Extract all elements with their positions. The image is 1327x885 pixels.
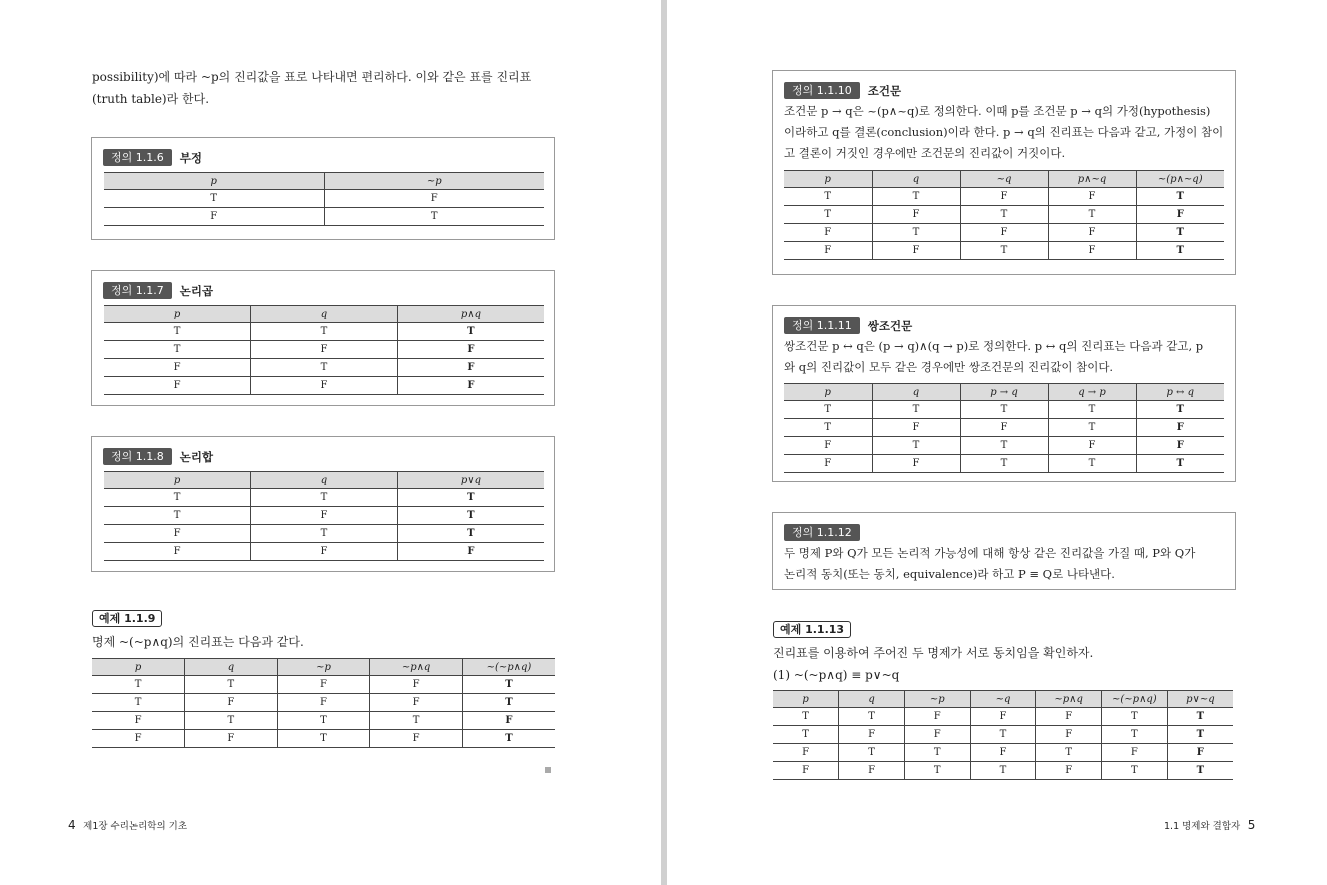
table-cell: T: [104, 489, 251, 507]
table-header-cell: p∨q: [397, 472, 544, 489]
table-cell: F: [904, 708, 970, 726]
table-header-cell: ~q: [960, 171, 1048, 188]
table-cell: F: [1036, 708, 1102, 726]
table-header-cell: p∧~q: [1048, 171, 1136, 188]
table-header-row: [92, 659, 555, 676]
table-row: [784, 437, 1224, 455]
truth-table-negation: [104, 172, 544, 226]
table-cell: T: [784, 401, 872, 419]
table-header-cell: ~p: [277, 659, 370, 676]
definition-title: 논리합: [179, 449, 214, 464]
table-cell: F: [1048, 224, 1136, 242]
definition-title: 논리곱: [179, 283, 214, 298]
table-cell: F: [784, 242, 872, 260]
definition-1-1-10-box: [772, 70, 1236, 275]
truth-table-disjunction: [104, 471, 544, 561]
table-row: [784, 188, 1224, 206]
page-number: 4: [68, 818, 76, 832]
table-cell: T: [960, 242, 1048, 260]
table-cell: F: [324, 190, 544, 208]
table-header-cell: p: [784, 384, 872, 401]
table-cell: F: [251, 507, 398, 525]
definition-line: 이라하고 q를 결론(conclusion)이라 한다. p → q의 진리표는 다음과 같고, 가정이 참이: [784, 125, 1224, 139]
table-cell: F: [370, 730, 463, 748]
table-cell: T: [784, 419, 872, 437]
table-cell: F: [960, 188, 1048, 206]
truth-table-example-1-1-13: [773, 690, 1233, 780]
table-cell: F: [1102, 744, 1168, 762]
intro-line-1: possibility)에 따라 ~p의 진리값을 표로 나타내면 편리하다. 이와 같은 표를 진리표: [92, 70, 532, 84]
table-cell: F: [784, 437, 872, 455]
table-cell: F: [784, 455, 872, 473]
table-header-cell: p: [784, 171, 872, 188]
table-cell: T: [397, 525, 544, 543]
example-badge: 예제 1.1.13: [773, 621, 851, 638]
table-cell: T: [185, 712, 278, 730]
table-header-row: [104, 173, 544, 190]
definition-title: 쌍조건문: [867, 318, 913, 333]
table-row: [92, 694, 555, 712]
table-cell: F: [773, 762, 839, 780]
table-header-cell: ~p∧q: [1036, 691, 1102, 708]
table-cell: T: [773, 726, 839, 744]
table-header-cell: ~(~p∧q): [462, 659, 555, 676]
definition-badge: 정의 1.1.10: [784, 82, 860, 99]
table-cell: F: [784, 224, 872, 242]
table-cell: T: [839, 708, 905, 726]
table-row: [784, 419, 1224, 437]
table-cell: T: [1048, 401, 1136, 419]
table-row: [773, 744, 1233, 762]
table-row: [773, 762, 1233, 780]
table-header-cell: p ↔ q: [1136, 384, 1224, 401]
table-row: [104, 323, 544, 341]
table-row: [104, 507, 544, 525]
table-cell: F: [872, 419, 960, 437]
definition-badge: 정의 1.1.8: [103, 448, 172, 465]
table-header-cell: p: [104, 306, 251, 323]
table-cell: F: [960, 224, 1048, 242]
table-cell: T: [773, 708, 839, 726]
table-row: [784, 401, 1224, 419]
table-cell: T: [904, 744, 970, 762]
table-cell: F: [1167, 744, 1233, 762]
table-cell: T: [1167, 726, 1233, 744]
table-header-cell: p: [92, 659, 185, 676]
table-cell: F: [462, 712, 555, 730]
table-cell: T: [185, 676, 278, 694]
table-row: [104, 341, 544, 359]
definition-1-1-12-box: [772, 512, 1236, 590]
table-row: [104, 525, 544, 543]
table-cell: T: [324, 208, 544, 226]
table-row: [92, 712, 555, 730]
example-1-1-13-text: 진리표를 이용하여 주어진 두 명제가 서로 동치임을 확인하자.: [773, 646, 1094, 660]
table-header-cell: ~p: [324, 173, 544, 190]
table-cell: F: [1036, 762, 1102, 780]
page-number: 5: [1247, 818, 1256, 832]
table-cell: T: [1136, 455, 1224, 473]
definition-badge: 정의 1.1.7: [103, 282, 172, 299]
table-header-cell: q: [251, 472, 398, 489]
definition-badge: 정의 1.1.11: [784, 317, 860, 334]
table-header-cell: q → p: [1048, 384, 1136, 401]
table-cell: F: [397, 543, 544, 561]
definition-line: 고 결론이 거짓인 경우에만 조건문의 진리값이 거짓이다.: [784, 146, 1066, 160]
table-cell: T: [1048, 455, 1136, 473]
table-header-row: [784, 171, 1224, 188]
table-cell: T: [277, 712, 370, 730]
left-page: [0, 0, 661, 885]
chapter-label: 제1장 수리논리학의 기초: [83, 821, 187, 832]
table-cell: F: [1136, 419, 1224, 437]
table-header-cell: q: [839, 691, 905, 708]
table-cell: F: [370, 694, 463, 712]
table-cell: F: [872, 455, 960, 473]
table-cell: T: [960, 401, 1048, 419]
end-of-proof-square: [545, 767, 551, 773]
table-cell: T: [462, 694, 555, 712]
table-cell: F: [970, 708, 1036, 726]
table-header-row: [104, 472, 544, 489]
table-cell: F: [251, 543, 398, 561]
table-cell: F: [104, 525, 251, 543]
definition-1-1-7-box: [91, 270, 555, 406]
table-header-cell: q: [251, 306, 398, 323]
example-1-1-9-heading: [92, 607, 162, 627]
table-cell: F: [104, 359, 251, 377]
table-cell: F: [277, 676, 370, 694]
table-cell: F: [104, 208, 324, 226]
table-header-cell: p∨~q: [1167, 691, 1233, 708]
table-cell: T: [1136, 224, 1224, 242]
table-cell: F: [773, 744, 839, 762]
table-cell: T: [904, 762, 970, 780]
table-cell: F: [1136, 437, 1224, 455]
example-badge: 예제 1.1.9: [92, 610, 162, 627]
definition-1-1-6-box: [91, 137, 555, 240]
table-cell: T: [960, 455, 1048, 473]
table-row: [104, 208, 544, 226]
table-cell: T: [104, 341, 251, 359]
table-header-row: [104, 306, 544, 323]
table-cell: T: [872, 188, 960, 206]
table-cell: F: [104, 377, 251, 395]
table-row: [784, 455, 1224, 473]
table-cell: F: [397, 377, 544, 395]
table-cell: T: [104, 323, 251, 341]
table-cell: F: [370, 676, 463, 694]
truth-table-biconditional: [784, 383, 1224, 473]
table-header-row: [784, 384, 1224, 401]
table-cell: F: [1036, 726, 1102, 744]
table-cell: T: [251, 489, 398, 507]
table-row: [104, 377, 544, 395]
table-cell: T: [970, 762, 1036, 780]
table-cell: T: [1167, 708, 1233, 726]
definition-1-1-8-box: [91, 436, 555, 572]
table-header-cell: q: [185, 659, 278, 676]
table-cell: F: [904, 726, 970, 744]
table-cell: F: [872, 242, 960, 260]
definition-title: 조건문: [867, 83, 902, 98]
table-cell: T: [1102, 762, 1168, 780]
right-footer: [1164, 818, 1255, 832]
left-footer: [68, 818, 187, 832]
table-cell: F: [251, 341, 398, 359]
table-row: [773, 726, 1233, 744]
table-cell: F: [839, 762, 905, 780]
table-row: [92, 730, 555, 748]
example-1-1-13-heading: [773, 618, 851, 638]
table-header-cell: ~p: [904, 691, 970, 708]
table-row: [784, 206, 1224, 224]
definition-line: 논리적 동치(또는 동치, equivalence)라 하고 P ≡ Q로 나타낸다.: [784, 567, 1115, 581]
definition-line: 와 q의 진리값이 모두 같은 경우에만 쌍조건문의 진리값이 참이다.: [784, 360, 1114, 374]
definition-line: 두 명제 P와 Q가 모든 논리적 가능성에 대해 항상 같은 진리값을 가질 때, P와 Q가: [784, 546, 1196, 560]
truth-table-conjunction: [104, 305, 544, 395]
table-cell: T: [462, 730, 555, 748]
table-cell: T: [872, 437, 960, 455]
table-row: [773, 708, 1233, 726]
table-cell: T: [1136, 188, 1224, 206]
table-cell: F: [1136, 206, 1224, 224]
table-cell: T: [251, 525, 398, 543]
table-cell: T: [251, 323, 398, 341]
table-cell: T: [1136, 401, 1224, 419]
table-row: [104, 190, 544, 208]
table-cell: F: [92, 712, 185, 730]
table-cell: T: [960, 437, 1048, 455]
table-header-row: [773, 691, 1233, 708]
table-cell: T: [1102, 708, 1168, 726]
table-cell: T: [960, 206, 1048, 224]
right-page: [667, 0, 1327, 885]
truth-table-example-1-1-9: [92, 658, 555, 748]
table-cell: T: [397, 323, 544, 341]
table-cell: T: [872, 401, 960, 419]
table-header-cell: ~(~p∧q): [1102, 691, 1168, 708]
table-cell: T: [839, 744, 905, 762]
table-cell: F: [277, 694, 370, 712]
table-header-cell: ~(p∧~q): [1136, 171, 1224, 188]
table-row: [104, 359, 544, 377]
table-header-cell: q: [872, 171, 960, 188]
table-cell: F: [92, 730, 185, 748]
intro-line-2: (truth table)라 한다.: [92, 92, 210, 106]
table-cell: T: [104, 507, 251, 525]
table-cell: F: [1048, 242, 1136, 260]
truth-table-conditional: [784, 170, 1224, 260]
table-header-cell: q: [872, 384, 960, 401]
table-cell: T: [104, 190, 324, 208]
table-cell: T: [872, 224, 960, 242]
table-cell: F: [397, 359, 544, 377]
table-cell: T: [462, 676, 555, 694]
table-cell: F: [872, 206, 960, 224]
table-cell: T: [970, 726, 1036, 744]
table-cell: T: [784, 188, 872, 206]
table-header-cell: p: [773, 691, 839, 708]
table-cell: T: [92, 676, 185, 694]
table-row: [92, 676, 555, 694]
table-cell: T: [784, 206, 872, 224]
table-cell: T: [1048, 206, 1136, 224]
table-cell: T: [370, 712, 463, 730]
definition-body: [784, 543, 1229, 585]
table-header-cell: p: [104, 173, 324, 190]
table-header-cell: p: [104, 472, 251, 489]
definition-title: 부정: [179, 150, 202, 165]
table-header-cell: p∧q: [397, 306, 544, 323]
table-header-cell: p → q: [960, 384, 1048, 401]
table-cell: F: [970, 744, 1036, 762]
table-cell: F: [251, 377, 398, 395]
table-row: [104, 543, 544, 561]
table-cell: F: [185, 730, 278, 748]
table-cell: F: [960, 419, 1048, 437]
table-cell: T: [277, 730, 370, 748]
table-cell: T: [397, 507, 544, 525]
table-cell: T: [1036, 744, 1102, 762]
definition-body: [784, 101, 1229, 164]
example-1-1-13-subproblem: (1) ~(~p∧q) ≡ p∨~q: [773, 668, 900, 682]
table-header-cell: ~p∧q: [370, 659, 463, 676]
table-row: [104, 489, 544, 507]
definition-line: 조건문 p → q은 ~(p∧~q)로 정의한다. 이때 p를 조건문 p → q의 가정(hypothesis): [784, 104, 1211, 118]
table-row: [784, 224, 1224, 242]
definition-body: [784, 336, 1229, 378]
example-1-1-9-text: 명제 ~(~p∧q)의 진리표는 다음과 같다.: [92, 635, 304, 649]
table-cell: F: [397, 341, 544, 359]
table-cell: T: [1102, 726, 1168, 744]
definition-1-1-11-box: [772, 305, 1236, 482]
section-label: 1.1 명제와 결합자: [1164, 821, 1241, 832]
table-cell: T: [1136, 242, 1224, 260]
table-cell: F: [185, 694, 278, 712]
table-header-cell: ~q: [970, 691, 1036, 708]
table-cell: F: [1048, 188, 1136, 206]
table-cell: T: [1167, 762, 1233, 780]
definition-badge: 정의 1.1.12: [784, 524, 860, 541]
table-cell: F: [104, 543, 251, 561]
table-cell: T: [397, 489, 544, 507]
table-cell: F: [839, 726, 905, 744]
table-row: [784, 242, 1224, 260]
definition-badge: 정의 1.1.6: [103, 149, 172, 166]
table-cell: T: [92, 694, 185, 712]
table-cell: T: [1048, 419, 1136, 437]
definition-line: 쌍조건문 p ↔ q은 (p → q)∧(q → p)로 정의한다. p ↔ q의 진리표는 다음과 같고, p: [784, 339, 1204, 353]
table-cell: T: [251, 359, 398, 377]
table-cell: F: [1048, 437, 1136, 455]
